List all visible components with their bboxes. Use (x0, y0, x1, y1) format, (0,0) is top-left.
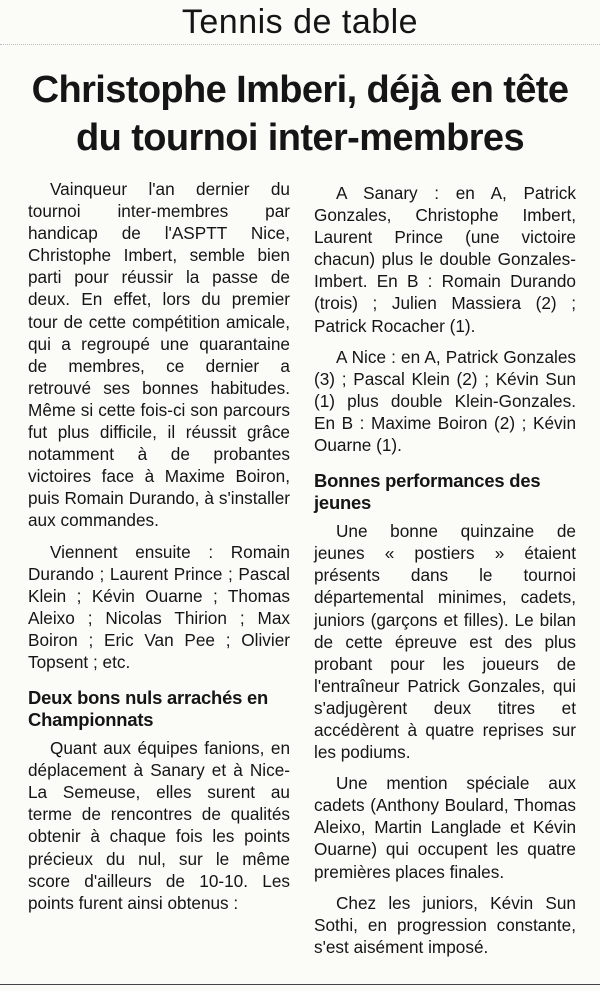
section-rubric: Tennis de table (181, 3, 419, 41)
paragraph-youth: Une bonne quinzaine de jeunes « postiers » étaient présents dans le tournoi départemental minimes, cadets, juniors (garçons et filles). Le bilan de cette épreuve est des plus probant pour les joueurs de l'entraîneur Patrick Gonzales, qui s'adjugèrent deux titres et accédèrent à quatre reprises sur les podiums. (314, 521, 576, 763)
article-headline: Christophe Imberi, déjà en tête du tournoi inter-membres (31, 69, 569, 159)
top-divider (0, 44, 600, 45)
subheading-jeunes: Bonnes performances des jeunes (314, 470, 541, 514)
paragraph-nice: A Nice : en A, Patrick Gonzales (3) ; Pascal Klein (2) ; Kévin Sun (1) plus double Klein-Gonzales. En B : Maxime Boiron (2) ; Kévin Ouarne (1). (314, 346, 576, 456)
article-column-right (314, 182, 576, 967)
bottom-divider (0, 984, 600, 985)
paragraph-juniors: Chez les juniors, Kévin Sun Sothi, en progression constante, s'est aisément imposé. (314, 892, 576, 957)
paragraph-cadets: Une mention spéciale aux cadets (Anthony Boulard, Thomas Aleixo, Martin Langlade et Kévin Ouarne) qui occupent les quatre premières places finales. (314, 773, 576, 882)
paragraph-teams: Quant aux équipes fanions, en déplacement à Sanary et à Nice-La Semeuse, elles surent au terme de rencontres de qualités obtenir à chaque fois les points précieux du nul, sur le même score d'ailleurs de 10-10. Les points furent ainsi obtenus : (28, 738, 290, 913)
article-column-left (28, 178, 290, 923)
paragraph-ranking: Viennent ensuite : Romain Durando ; Laurent Prince ; Pascal Klein ; Kévin Ouarne ; Thomas Aleixo ; Nicolas Thirion ; Max Boiron ; Eric Van Pee ; Olivier Topsent ; etc. (28, 541, 290, 672)
paragraph-sanary: A Sanary : en A, Patrick Gonzales, Christophe Imbert, Laurent Prince (une victoire chacun) plus le double Gonzales-Imbert. En B : Romain Durando (trois) ; Julien Massiera (2) ; Patrick Rocacher (1). (314, 183, 576, 336)
subheading-championnats: Deux bons nuls arrachés en Championnats (28, 687, 269, 731)
paragraph-intro: Vainqueur l'an dernier du tournoi inter-membres par handicap de l'ASPTT Nice, Christophe Imbert, semble bien parti pour réussir la passe de deux. En effet, lors du premier tour de cette compétition amicale, qui a regroupé une quarantaine de membres, ce dernier a retrouvé ses bonnes habitudes. Même si cette fois-ci son parcours fut plus difficile, il réussit grâce notamment à de probantes victoires face à Maxime Boiron, puis Romain Durando, à s'installer aux commandes. (28, 179, 290, 531)
